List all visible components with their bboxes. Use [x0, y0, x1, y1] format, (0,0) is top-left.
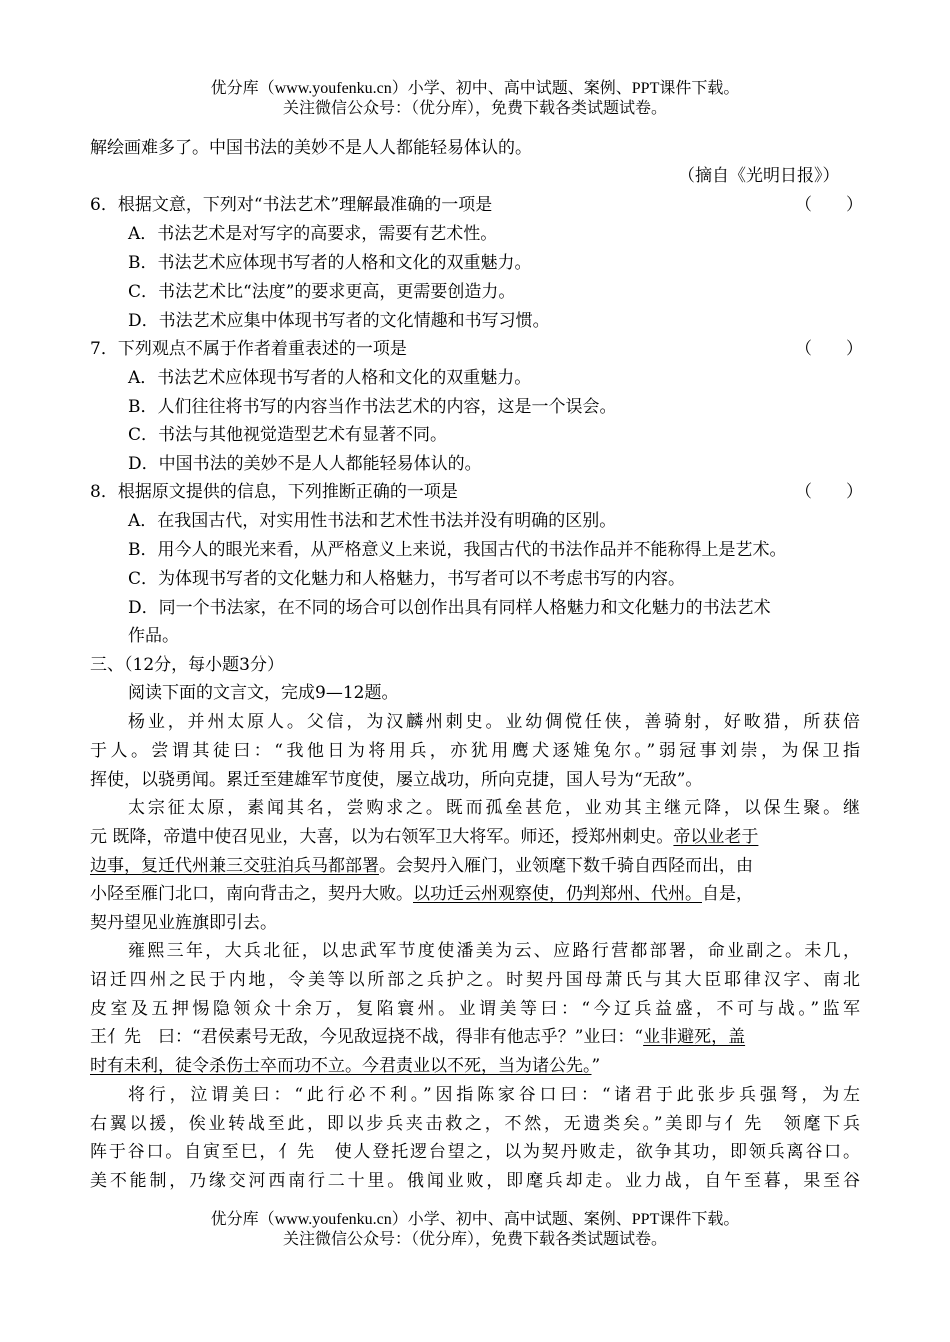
passage-p2-line-4 [90, 883, 753, 905]
page-footer [0, 1210, 950, 1250]
q7-option-b: B．人们往往将书写的内容当作书法艺术的内容，这是一个误会。 [128, 397, 617, 417]
q6-option-c: C．书法艺术比“法度”的要求更高，更需要创造力。 [128, 282, 516, 302]
q7-answer-paren: （ ） [795, 339, 863, 359]
passage-p1-line-1: 杨业，并州太原人。父信，为汉麟州刺史。业幼倜傥任侠，善骑射，好畋猎，所获倍 [128, 712, 860, 732]
q7-stem: 7．下列观点不属于作者着重表述的一项是 [90, 339, 407, 359]
passage-p2-line-4-tail: 自是， [702, 884, 753, 904]
q6-option-d: D．书法艺术应集中体现书写者的文化情趣和书写习惯。 [128, 311, 550, 331]
q7-option-c: C．书法与其他视觉造型艺术有显著不同。 [128, 425, 448, 445]
footer-line-2: 关注微信公众号：（优分库），免费下载各类试题试卷。 [282, 1231, 667, 1248]
passage-p4-line-2: 右翼以援，俟业转战至此，即以步兵夹击救之，不然，无遗类矣。”美即与亻先 领麾下兵 [90, 1114, 860, 1134]
header-line-2: 关注微信公众号：（优分库），免费下载各类试题试卷。 [282, 100, 667, 117]
underlined-sentence-3-start: 业非避死，盖 [643, 1027, 746, 1047]
q6-stem: 6．根据文意，下列对“书法艺术”理解最准确的一项是 [90, 195, 493, 215]
q8-option-d-line-2: 作品。 [128, 626, 179, 646]
passage-p4-line-1: 将行，泣谓美曰：“此行必不利。”因指陈家谷口曰：“诸君于此张步兵强弩，为左 [128, 1085, 860, 1105]
passage-p2-line-2 [90, 826, 758, 848]
q8-stem: 8．根据原文提供的信息，下列推断正确的一项是 [90, 482, 458, 502]
source-citation: （摘自《光明日报》） [678, 166, 840, 186]
intro-line: 解绘画难多了。中国书法的美妙不是人人都能轻易体认的。 [90, 138, 532, 158]
underlined-sentence-3-end: 时有未利，徒令杀伤士卒而功不立。今君责业以不死，当为诸公先。 [90, 1056, 592, 1076]
passage-p3-line-4 [90, 1026, 745, 1048]
underlined-sentence-1-end: 边事，复迁代州兼三交驻泊兵马都部署 [90, 856, 379, 876]
passage-p2-line-3 [90, 855, 753, 877]
passage-p3-line-5-tail: ” [591, 1056, 601, 1076]
q8-option-c: C．为体现书写者的文化魅力和人格魅力，书写者可以不考虑书写的内容。 [128, 569, 686, 589]
q7-option-d: D．中国书法的美妙不是人人都能轻易体认的。 [128, 454, 482, 474]
passage-p3-line-2: 诏迁四州之民于内地，令美等以所部之兵护之。时契丹国母萧氏与其大臣耶律汉字、南北 [90, 970, 860, 990]
passage-p2-line-3-text: 。会契丹入雁门，业领麾下数千骑自西陉而出，由 [379, 856, 753, 876]
q8-option-a: A．在我国古代，对实用性书法和艺术性书法并没有明确的区别。 [128, 511, 617, 531]
passage-p2-line-2-text: 元 既降，帝遣中使召见业，大喜，以为右领军卫大将军。师还，授郑州刺史。 [90, 827, 674, 847]
page-header [0, 79, 950, 119]
header-line-1: 优分库（www.youfenku.cn）小学、初中、高中试题、案例、PPT课件下载。 [210, 80, 740, 97]
q8-answer-paren: （ ） [795, 482, 863, 502]
footer-line-1: 优分库（www.youfenku.cn）小学、初中、高中试题、案例、PPT课件下载。 [210, 1211, 740, 1228]
passage-p3-line-1: 雍熙三年，大兵北征，以忠武军节度使潘美为云、应路行营都部署，命业副之。未几， [128, 941, 860, 961]
q8-option-b: B．用今人的眼光来看，从严格意义上来说，我国古代的书法作品并不能称得上是艺术。 [128, 540, 787, 560]
q6-option-b: B．书法艺术应体现书写者的人格和文化的双重魅力。 [128, 253, 532, 273]
q6-answer-paren: （ ） [795, 195, 863, 215]
q6-option-a: A．书法艺术是对写字的高要求，需要有艺术性。 [128, 224, 498, 244]
passage-p1-line-3: 挥使，以骁勇闻。累迁至建雄军节度使，屡立战功，所向克捷，国人号为“无敌”。 [90, 770, 703, 790]
passage-p3-line-5 [90, 1055, 600, 1077]
q7-option-a: A．书法艺术应体现书写者的人格和文化的双重魅力。 [128, 368, 532, 388]
passage-p3-line-3: 皮室及五押惕隐领众十余万，复陷寰州。业谓美等曰：“今辽兵益盛，不可与战。”监军 [90, 999, 860, 1019]
section-3-title: 三、（12分，每小题3分） [90, 655, 284, 675]
section-3-instruction: 阅读下面的文言文，完成9—12题。 [128, 683, 399, 703]
q8-option-d-line-1: D．同一个书法家，在不同的场合可以创作出具有同样人格魅力和文化魅力的书法艺术 [128, 598, 771, 618]
passage-p1-line-2: 于人。尝谓其徒曰：“我他日为将用兵，亦犹用鹰犬逐雉兔尔。”弱冠事刘崇，为保卫指 [90, 741, 860, 761]
passage-p3-line-4-text: 王亻先 曰：“君侯素号无敌，今见敌逗挠不战，得非有他志乎？”业曰：“ [90, 1027, 644, 1047]
passage-p2-line-4-text: 小陉至雁门北口，南向背击之，契丹大败。 [90, 884, 413, 904]
passage-p4-line-3: 阵于谷口。自寅至巳，亻先 使人登托逻台望之，以为契丹败走，欲争其功，即领兵离谷口。 [90, 1142, 860, 1162]
underlined-sentence-1-start: 帝以业老于 [673, 827, 759, 847]
passage-p2-line-5: 契丹望见业旌旗即引去。 [90, 913, 277, 933]
underlined-sentence-2: 以功迁云州观察使，仍判郑州、代州。 [413, 884, 702, 904]
passage-p4-line-4: 美不能制，乃缘交河西南行二十里。俄闻业败，即麾兵却走。业力战，自午至暮，果至谷 [90, 1171, 860, 1191]
passage-p2-line-1: 太宗征太原，素闻其名，尝购求之。既而孤垒甚危，业劝其主继元降，以保生聚。继 [128, 798, 860, 818]
